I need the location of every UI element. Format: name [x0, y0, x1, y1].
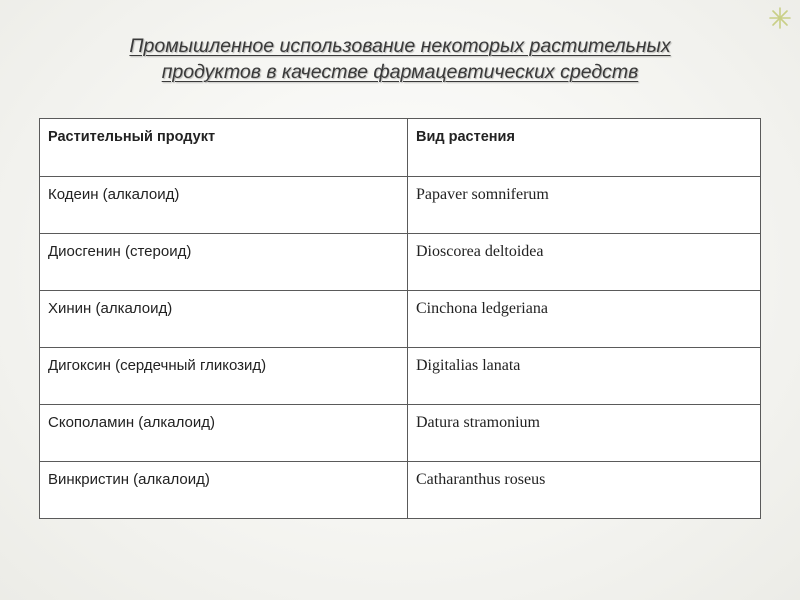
- pharma-plants-table: [39, 118, 761, 519]
- header-plant-product: Растительный продукт: [40, 119, 408, 177]
- title-line-2: продуктов в качестве фармацевтических средств: [161, 61, 639, 83]
- sparkle-icon: [768, 6, 792, 30]
- product-cell: Кодеин (алкалоид): [40, 177, 408, 234]
- title-line-1: Промышленное использование некоторых растительных: [129, 35, 671, 57]
- species-cell: Papaver somniferum: [408, 177, 761, 234]
- species-cell: Dioscorea deltoidea: [408, 234, 761, 291]
- table-row: [40, 348, 761, 405]
- table-header-row: [40, 119, 761, 177]
- table-row: [40, 291, 761, 348]
- slide-title: [40, 33, 760, 85]
- product-cell: Винкристин (алкалоид): [40, 462, 408, 519]
- product-cell: Диосгенин (стероид): [40, 234, 408, 291]
- header-plant-species: Вид растения: [408, 119, 761, 177]
- product-cell: Скополамин (алкалоид): [40, 405, 408, 462]
- species-cell: Digitalias lanata: [408, 348, 761, 405]
- product-cell: Хинин (алкалоид): [40, 291, 408, 348]
- species-cell: Cinchona ledgeriana: [408, 291, 761, 348]
- table-row: [40, 462, 761, 519]
- table-row: [40, 234, 761, 291]
- table-row: [40, 177, 761, 234]
- species-cell: Datura stramonium: [408, 405, 761, 462]
- product-cell: Дигоксин (сердечный гликозид): [40, 348, 408, 405]
- species-cell: Catharanthus roseus: [408, 462, 761, 519]
- table-row: [40, 405, 761, 462]
